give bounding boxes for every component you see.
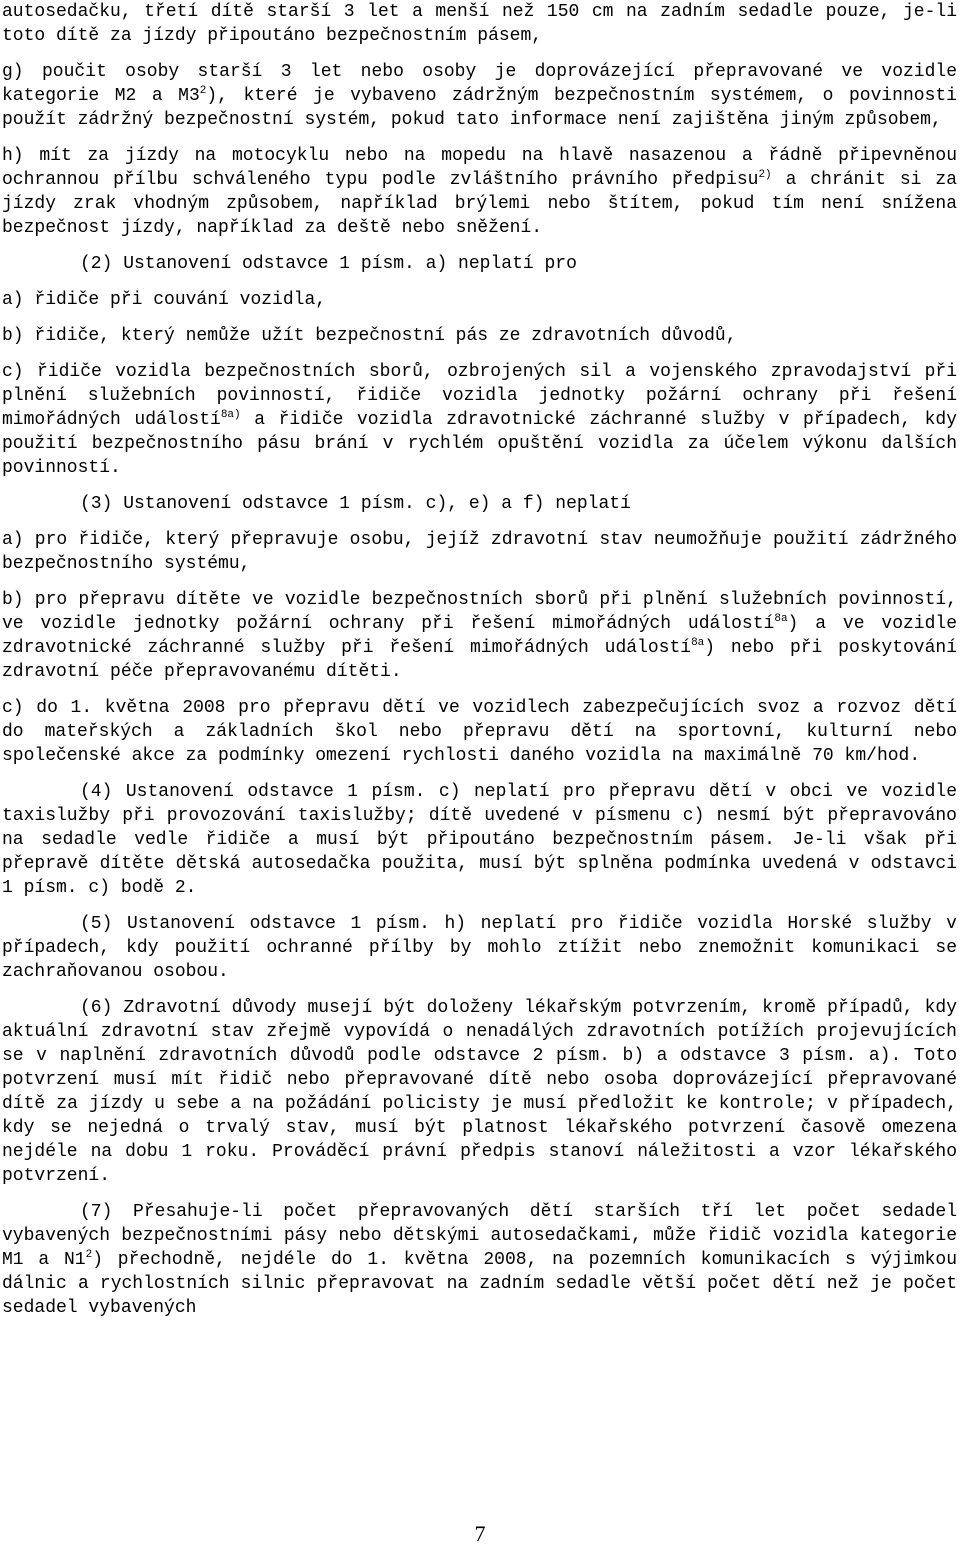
subsection-2-item-a (2, 288, 957, 312)
subsection-text: (5) Ustanovení odstavce 1 písm. h) neplatí pro řidiče vozidla Horské služby v případech, kdy použití ochranné přílby by mohlo ztížit nebo znemožnit komunikaci se zachraňovanou osobou. (2, 914, 957, 982)
subsection-2-item-c (2, 360, 957, 480)
item-b-text-b: ) a ve vozidle zdravotnické záchranné služby při řešení mimořádných událostí (2, 614, 958, 658)
subsection-6 (2, 996, 957, 1188)
item-text: a) pro řidiče, který přepravuje osobu, jejíž zdravotní stav neumožňuje použití zádržného bezpečnostního systému, (2, 530, 957, 574)
item-c-text-a: c) řidiče vozidla bezpečnostních sborů, ozbrojených sil a vojenského zpravodajství při plnění služebních povinností, řidiče vozidla jednotky požární ochrany při řešení mimořádných událostí (2, 362, 957, 430)
subsection-3-text: (3) Ustanovení odstavce 1 písm. c), e) a f) neplatí (80, 494, 631, 514)
footnote-ref: 8a (691, 637, 705, 649)
item-text: c) do 1. května 2008 pro přepravu dětí ve vozidlech zabezpečujících svoz a rozvoz dětí do mateřských a základních škol nebo přepravu dětí na sportovní, kulturní nebo společenské akce za podmínky omezení rychlosti daného vozidla na maximálně 70 km/hod. (2, 698, 957, 766)
subsection-3-heading (2, 492, 957, 516)
document-page (2, 0, 957, 1332)
subsection-text: (4) Ustanovení odstavce 1 písm. c) neplatí pro přepravu dětí v obci ve vozidle taxislužby při provozování taxislužby; dítě uvedené v písmenu c) nesmí být přepravováno na sedadle vedle řidiče a musí být připoutáno bezpečnostním pásem. Je-li však při přepravě dítěte dětská autosedačka použita, musí být splněna podmínka uvedená v odstavci 1 písm. c) bodě 2. (2, 782, 957, 898)
subsection-7 (2, 1200, 957, 1320)
subsection-5 (2, 912, 957, 984)
item-g-text-b: ), které je vybaveno zádržným bezpečnostním systémem, o povinnosti použít zádržný bezpečnostní systém, pokud tato informace není zajištěna jiným způsobem, (2, 86, 957, 130)
subsection-7-text-a: (7) Přesahuje-li počet přepravovaných dětí starších tří let počet sedadel vybavených bezpečnostními pásy nebo dětskými autosedačkami, může řidič vozidla kategorie M1 a N1 (2, 1202, 957, 1270)
footnote-ref: 2) (758, 169, 772, 181)
item-b-text-a: b) pro přepravu dítěte ve vozidle bezpečnostních sborů při plnění služebních povinností, ve vozidle jednotky požární ochrany při řešení mimořádných událostí (2, 590, 957, 634)
subsection-3-item-a (2, 528, 957, 576)
footnote-ref: 8a) (220, 409, 241, 421)
footnote-ref: 2 (85, 1249, 93, 1261)
footnote-ref: 2 (199, 85, 207, 97)
subsection-2-heading (2, 252, 957, 276)
page-number: 7 (474, 1521, 486, 1546)
footnote-ref: 8a (774, 613, 788, 625)
item-h-text-a: h) mít za jízdy na motocyklu nebo na mopedu na hlavě nasazenou a řádně připevněnou ochrannou přílbu schváleného typu podle zvláštního právního předpisu (2, 146, 957, 190)
item-b-text-c: ) nebo při poskytování zdravotní péče přepravovanému dítěti. (2, 638, 957, 682)
subsection-2-text: (2) Ustanovení odstavce 1 písm. a) neplatí pro (80, 254, 577, 274)
subsection-3-item-c (2, 696, 957, 768)
item-h (2, 144, 957, 240)
item-c-text-b: a řidiče vozidla zdravotnické záchranné služby v případech, kdy použití bezpečnostního pásu brání v rychlém opuštění vozidla za účelem výkonu dalších povinností. (2, 410, 957, 478)
item-g-text-a: g) poučit osoby starší 3 let nebo osoby je doprovázející přepravované ve vozidle kategorie M2 a M3 (2, 62, 957, 106)
item-text: b) řidiče, který nemůže užít bezpečnostní pás ze zdravotních důvodů, (2, 326, 737, 346)
subsection-2-item-b (2, 324, 957, 348)
subsection-7-text-b: ) přechodně, nejdéle do 1. května 2008, na pozemních komunikacích s výjimkou dálnic a rychlostních silnic přepravovat na zadním sedadle větší počet dětí než je počet sedadel vybavených (2, 1250, 957, 1318)
subsection-4 (2, 780, 957, 900)
paragraph-1-continuation (2, 0, 957, 48)
subsection-3-item-b (2, 588, 957, 684)
paragraph-text: autosedačku, třetí dítě starší 3 let a menší než 150 cm na zadním sedadle pouze, je-li toto dítě za jízdy připoutáno bezpečnostním pásem, (2, 2, 957, 46)
subsection-text: (6) Zdravotní důvody musejí být doloženy lékařským potvrzením, kromě případů, kdy aktuální zdravotní stav zřejmě vypovídá o nenadálých zdravotních potížích projevujících se v naplnění zdravotních důvodů podle odstavce 2 písm. b) a odstavce 3 písm. a). Toto potvrzení musí mít řidič nebo přepravované dítě nebo osoba doprovázející přepravované dítě za jízdy u sebe a na požádání policisty je musí předložit ke kontrole; v případech, kdy se nejedná o trvalý stav, musí být platnost lékařského potvrzení časově omezena nejdéle na dobu 1 roku. Prováděcí právní předpis stanoví náležitosti a vzor lékařského potvrzení. (2, 998, 957, 1186)
item-text: a) řidiče při couvání vozidla, (2, 290, 327, 310)
item-h-text-b: a chránit si za jízdy zrak vhodným způsobem, například brýlemi nebo štítem, pokud tím není snížena bezpečnost jízdy, například za deště nebo sněžení. (2, 170, 957, 238)
item-g (2, 60, 957, 132)
